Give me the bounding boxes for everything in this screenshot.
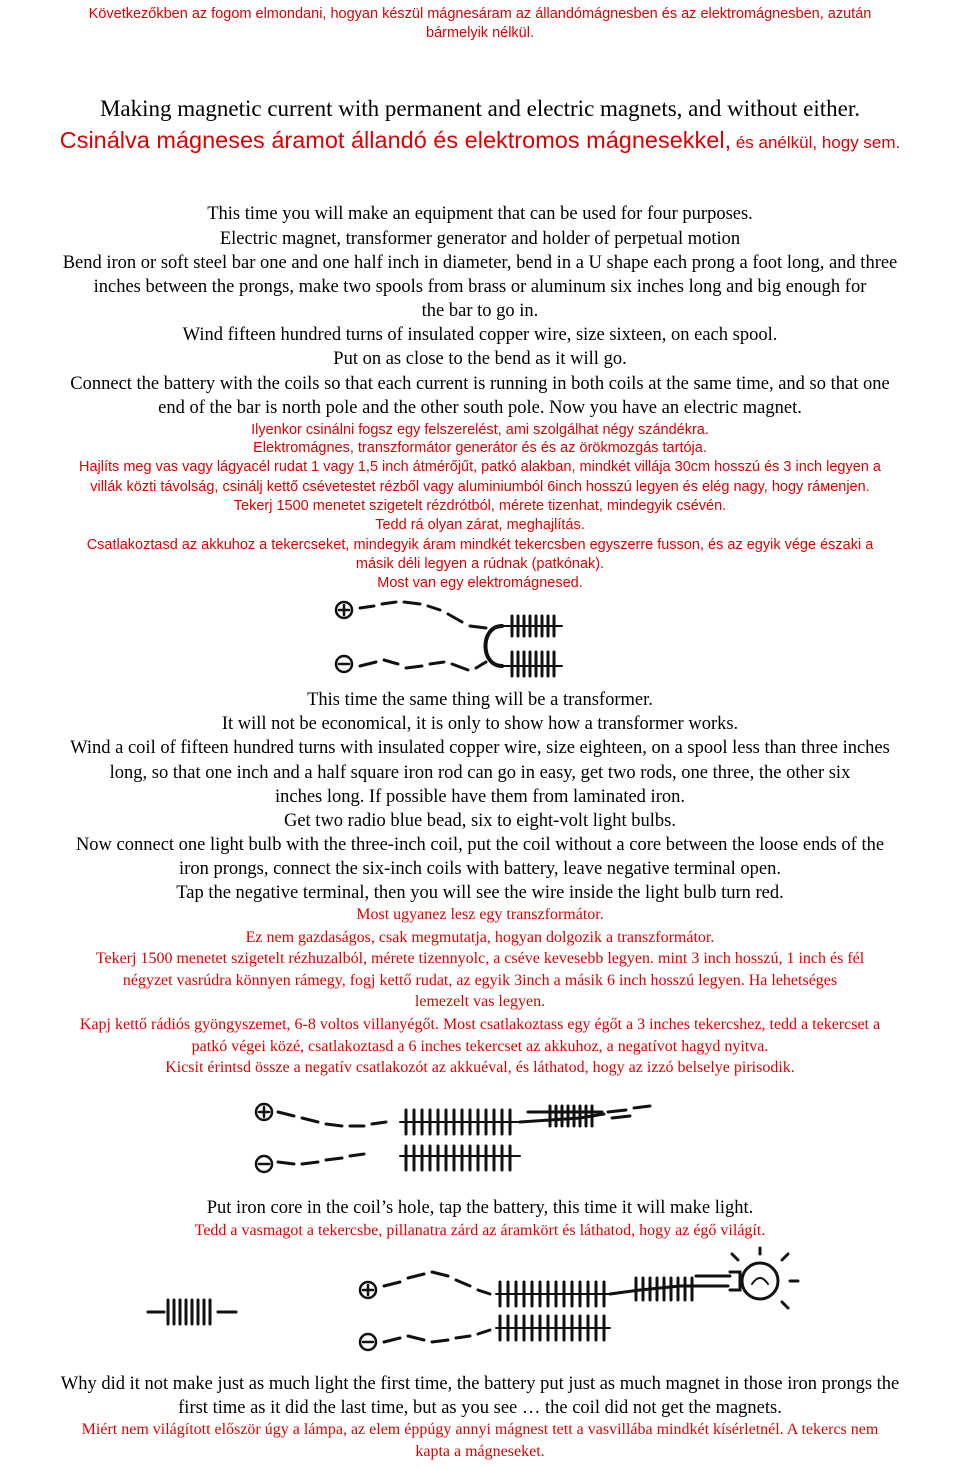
title-english: Making magnetic current with permanent and electric magnets, and without either. (99, 96, 861, 121)
s2-en-line-3: Wind a coil of fifteen hundred turns with insulated copper wire, size eighteen, on a spool less than three inches (70, 738, 890, 758)
iron-core-coil-icon (148, 1300, 236, 1324)
title-hungarian-main: Csinálva mágneses áramot állandó és elektromos mágnesekkel, (59, 127, 732, 153)
s3-hu-line: Tedd a vasmagot a tekercsbe, pillanatra zárd az áramkört és láthatod, hogy az égő világít. (194, 1222, 766, 1239)
secondary-coil-icon (636, 1278, 692, 1300)
s1-hu-line-9: Most van egy elektromágnesed. (377, 575, 583, 591)
intro-line-2: bármelyik nélkül. (426, 25, 534, 41)
battery-plus-icon (360, 1282, 376, 1298)
s1-hu-line-3: Hajlíts meg vas vagy lágyacél rudat 1 vagy 1,5 inch átmérőjűt, patkó alakban, mindkét villája 30cm hosszú és 3 inch legyen a (79, 459, 881, 475)
s1-hu-line-1: Ilyenkor csinálni fogsz egy felszerelést, ami szolgálhat négy szándékra. (251, 422, 709, 438)
s1-hu-line-4: villák közti távolság, csinálj kettő csévetestet rézből vagy aluminiumból 6inch hosszú legyen és elég nagy, hogy ráмеnjen. (90, 479, 870, 495)
s1-en-line-8: Connect the battery with the coils so that each current is running in both coils at the same time, and so that one (70, 374, 890, 394)
s2-en-line-8: iron prongs, connect the six-inch coils with battery, leave negative terminal open. (179, 859, 781, 879)
s1-hu-line-8: másik déli legyen a rúdnak (patkónak). (355, 556, 605, 572)
s2-hu-line-6: Kapj kettő rádiós gyöngyszemet, 6-8 voltos villanyégőt. Most csatlakoztass egy égőt a 3 inches tekercshez, tedd a tekercset a (79, 1016, 881, 1033)
s2-en-line-5: inches long. If possible have them from laminated iron. (275, 787, 685, 807)
s1-hu-line-7: Csatlakoztasd az akkuhoz a tekercseket, mindegyik áram mindkét tekercsben egyszerre fusson, és az egyik vége északi a (86, 537, 874, 553)
secondary-coil-icon (550, 1106, 592, 1126)
intro-line-1: Következőkben az fogom elmondani, hogyan készül mágnesáram az állandómágnesben és az elektromágnesben, azután (88, 6, 872, 22)
s2-en-line-7: Now connect one light bulb with the three-inch coil, put the coil without a core between the loose ends of the (75, 835, 885, 855)
s1-en-line-3: Bend iron or soft steel bar one and one half inch in diameter, bend in a U shape each prong a foot long, and three (62, 253, 898, 273)
s1-en-line-7: Put on as close to the bend as it will go. (333, 349, 627, 369)
s2-hu-line-1: Most ugyanez lesz egy transzformátor. (356, 906, 604, 923)
s2-hu-line-2: Ez nem gazdaságos, csak megmutatja, hogyan dolgozik a transzformátor. (245, 929, 715, 946)
s2-en-line-2: It will not be economical, it is only to show how a transformer works. (221, 714, 739, 734)
s1-en-line-5: the bar to go in. (421, 301, 539, 321)
s1-en-line-4: inches between the prongs, make two spools from brass or aluminum six inches long and big enough for (93, 277, 867, 297)
battery-minus-icon (336, 656, 352, 672)
s2-en-line-9: Tap the negative terminal, then you will see the wire inside the light bulb turn red. (176, 883, 784, 903)
transformer-figure (250, 1092, 670, 1184)
electromagnet-figure (330, 594, 570, 686)
s2-hu-line-4: négyzet vasrúdra könnyen rámegy, fogj kettő rudat, az egyik 3inch a másik 6 inch hosszú legyen. Ha lehetséges (122, 972, 838, 989)
s4-hu-line-1: Miért nem világított először úgy a lámpa, az elem éppúgy annyi mágnest tett a vasvillába mindkét kísérletnél. A tekercs nem (81, 1421, 879, 1438)
s1-hu-line-2: Elektromágnes, transzformátor generátor és és az örökmozgás tartója. (253, 440, 707, 456)
s1-en-line-2: Electric magnet, transformer generator and holder of perpetual motion (219, 229, 741, 249)
s4-hu-line-2: kapta a mágneseket. (415, 1443, 545, 1460)
s1-en-line-9: end of the bar is north pole and the other south pole. Now you have an electric magnet. (158, 398, 802, 418)
title-hungarian (0, 127, 960, 154)
light-bulb-figure (140, 1246, 820, 1362)
battery-plus-icon (256, 1104, 272, 1120)
title-hungarian-tail: és anélkül, hogy sem. (731, 133, 901, 152)
s2-hu-line-8: Kicsit érintsd össze a negatív csatlakozót az akkuéval, és láthatod, hogy az izzó belselye pirisodik. (165, 1059, 795, 1076)
s2-hu-line-5: lemezelt vas legyen. (414, 993, 546, 1010)
s2-hu-line-3: Tekerj 1500 menetet szigetelt rézhuzalból, mérete tizennyolc, a cséve kevesebb legyen. mint 3 inch hosszú, 1 inch és fél (95, 950, 865, 967)
battery-minus-icon (360, 1334, 376, 1350)
s1-hu-line-6: Tedd rá olyan zárat, meghajlítás. (375, 517, 585, 533)
s1-en-line-1: This time you will make an equipment that can be used for four purposes. (207, 204, 753, 224)
s3-en-line: Put iron core in the coil’s hole, tap the battery, this time it will make light. (206, 1198, 754, 1218)
s2-en-line-1: This time the same thing will be a transformer. (307, 690, 653, 710)
s2-hu-line-7: patkó végei közé, csatlakoztasd a 6 inches tekercset az akkuhoz, a negatívot hagyd nyitva. (191, 1038, 769, 1055)
s4-en-line-1: Why did it not make just as much light the first time, the battery put just as much magnet in those iron prongs the (60, 1374, 900, 1394)
s2-en-line-4: long, so that one inch and a half square iron rod can go in easy, get two rods, one three, the other six (109, 763, 851, 783)
battery-minus-icon (256, 1156, 272, 1172)
s1-hu-line-5: Tekerj 1500 menetet szigetelt rézdrótból, mérete tizenhat, mindegyik csévén. (233, 498, 727, 514)
s4-en-line-2: first time as it did the last time, but as you see … the coil did not get the magnets. (178, 1398, 782, 1418)
coil-lower-icon (512, 652, 554, 676)
battery-plus-icon (336, 602, 352, 618)
s1-en-line-6: Wind fifteen hundred turns of insulated copper wire, size sixteen, on each spool. (182, 325, 778, 345)
coil-lower-icon (406, 1146, 510, 1170)
light-bulb-icon (730, 1248, 798, 1308)
s2-en-line-6: Get two radio blue bead, six to eight-volt light bulbs. (283, 811, 677, 831)
